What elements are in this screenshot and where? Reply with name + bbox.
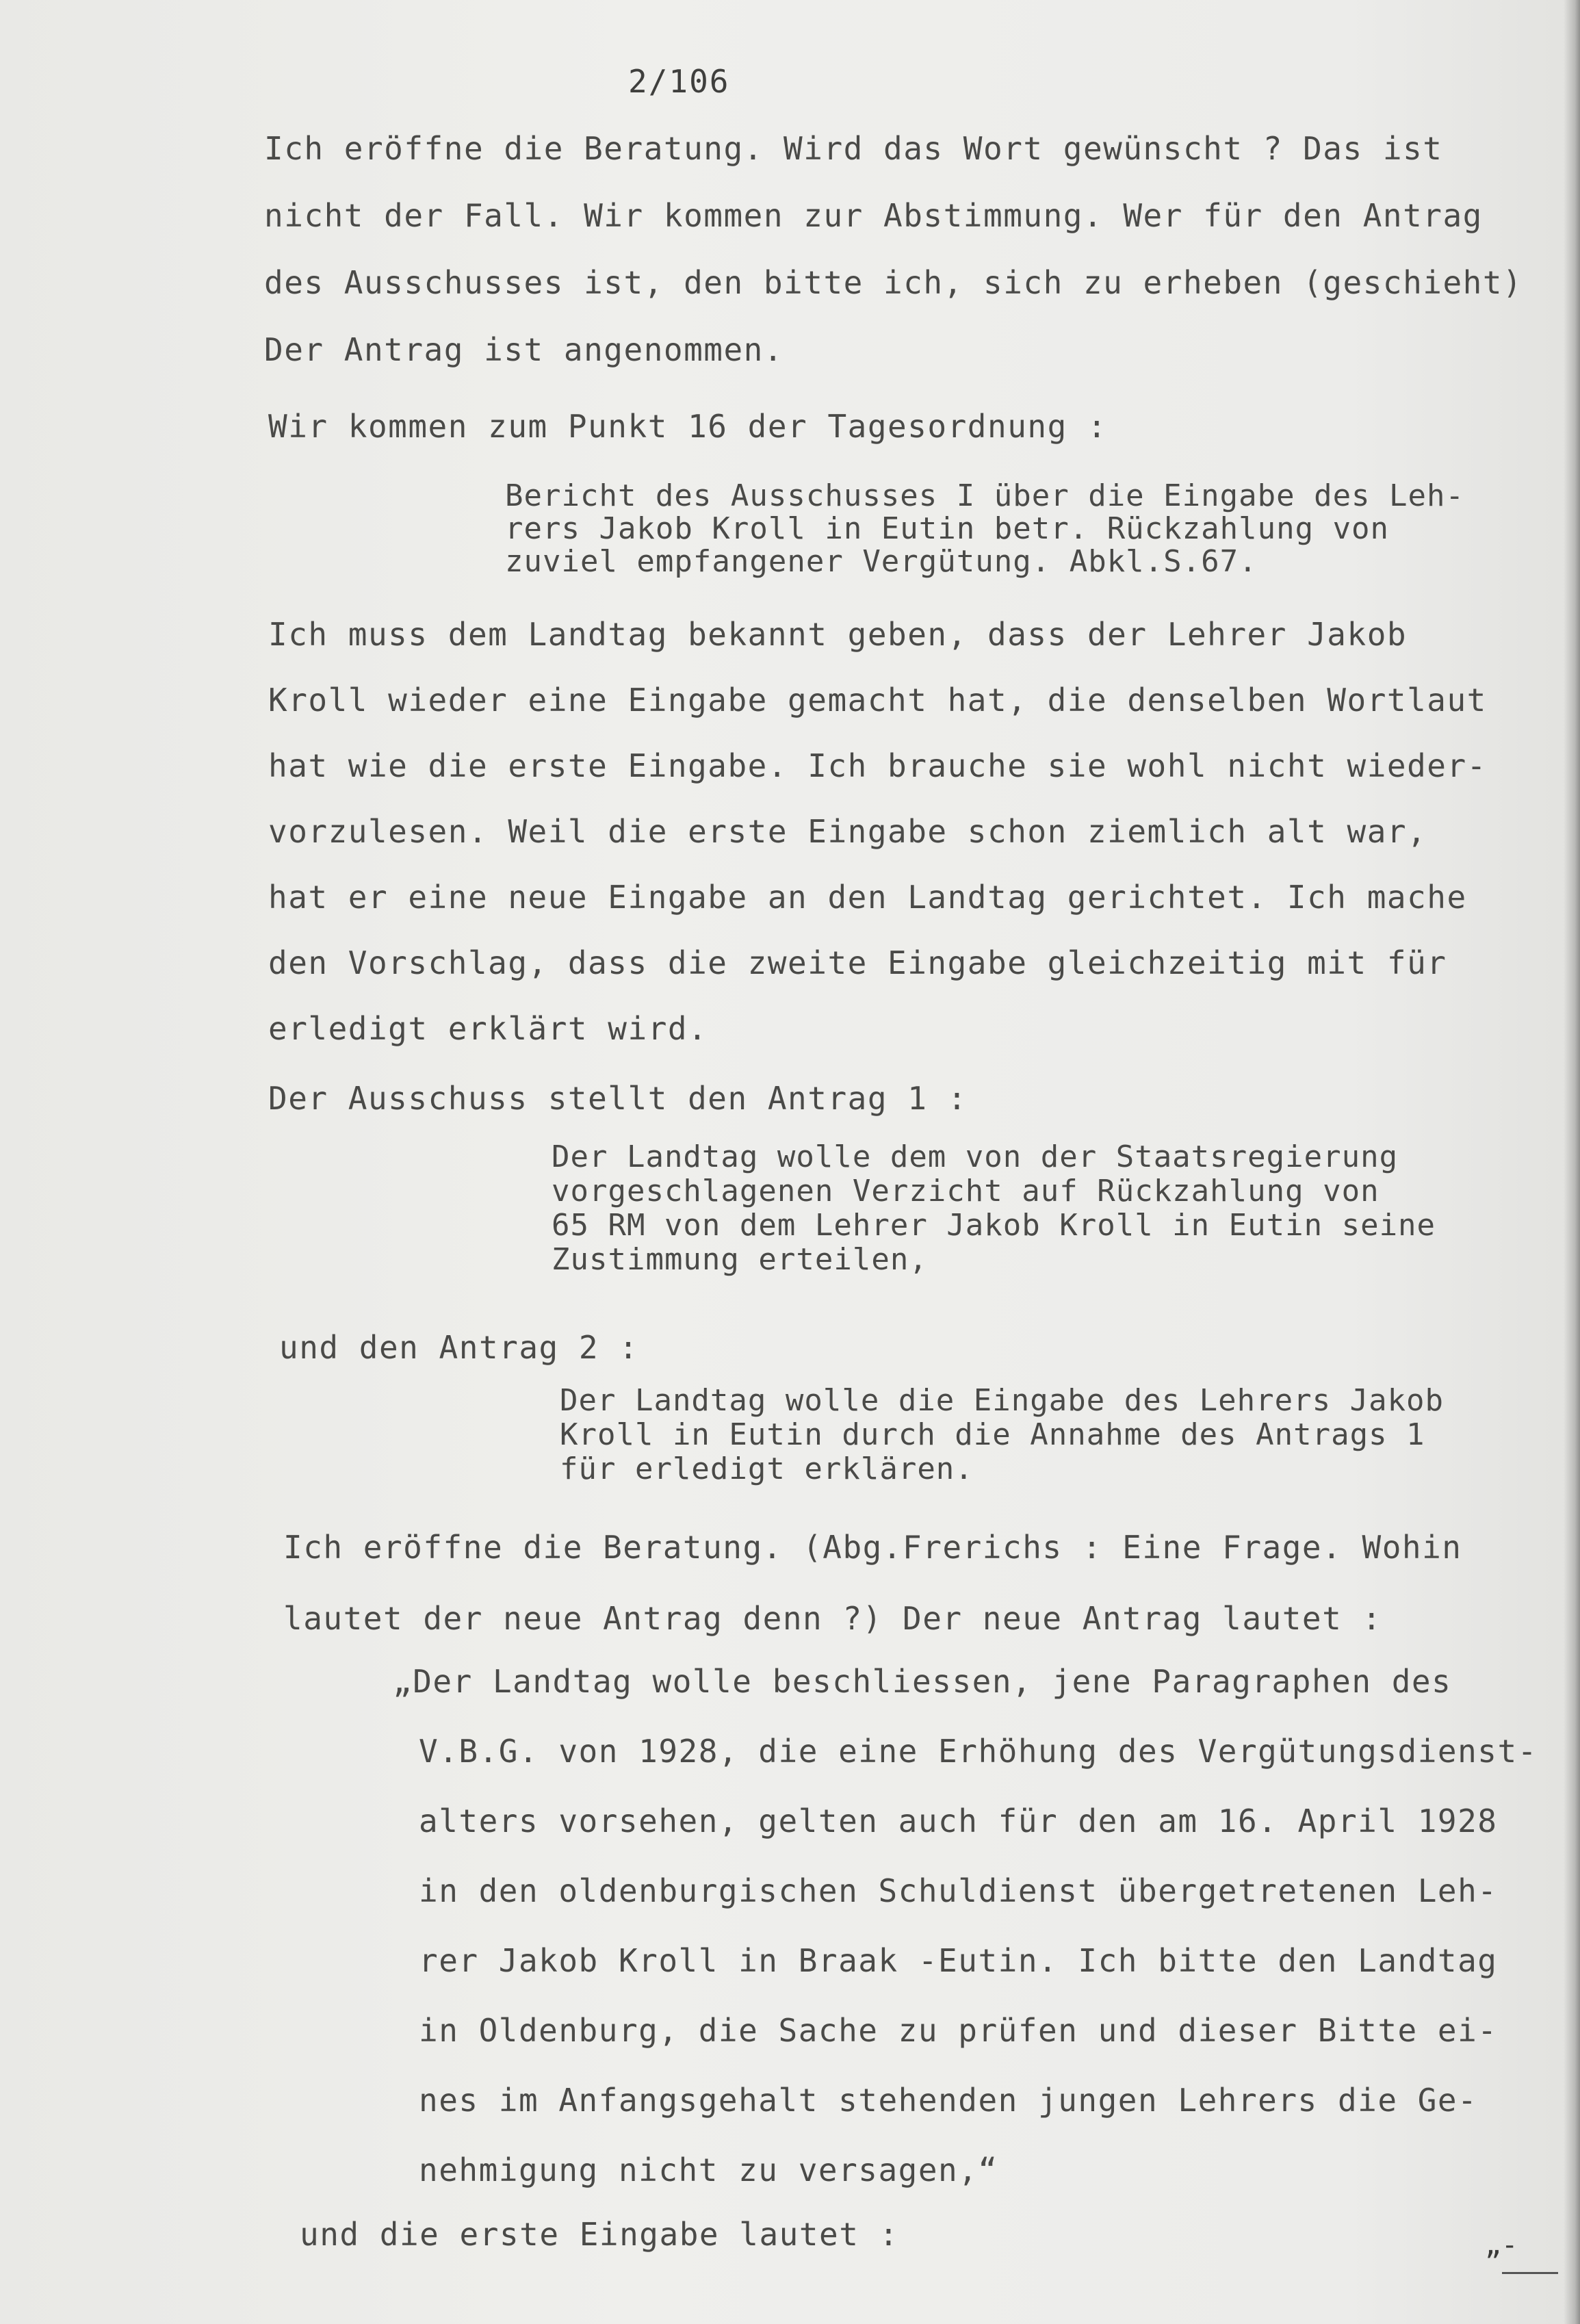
antrag1-intro: Der Ausschuss stellt den Antrag 1 : <box>268 1080 968 1117</box>
antrag2-quote-line: für erledigt erklären. <box>560 1451 974 1486</box>
antrag1-quote-line: 65 RM von dem Lehrer Jakob Kroll in Eutin seine <box>552 1208 1436 1243</box>
new-antrag-line: V.B.G. von 1928, die eine Erhöhung des Vergütungsdienst- <box>419 1733 1538 1770</box>
para2-line: vorzulesen. Weil die erste Eingabe schon ziemlich alt war, <box>268 813 1427 850</box>
para2-line: Ich muss dem Landtag bekannt geben, dass der Lehrer Jakob <box>268 616 1408 653</box>
antrag1-quote-line: Der Landtag wolle dem von der Staatsregierung <box>552 1139 1399 1174</box>
para2-line: Kroll wieder eine Eingabe gemacht hat, die denselben Wortlaut <box>268 682 1487 719</box>
para1-line: Ich eröffne die Beratung. Wird das Wort gewünscht ? Das ist <box>264 130 1443 167</box>
new-antrag-line: nehmigung nicht zu versagen,“ <box>419 2152 998 2189</box>
new-antrag-line: rer Jakob Kroll in Braak -Eutin. Ich bitte den Landtag <box>419 1942 1498 1979</box>
antrag1-quote-line: Zustimmung erteilen, <box>552 1242 928 1277</box>
para2-line: hat wie die erste Eingabe. Ich brauche sie wohl nicht wieder- <box>268 747 1487 784</box>
para1-line: nicht der Fall. Wir kommen zur Abstimmung. Wer für den Antrag <box>264 197 1483 234</box>
page-edge-shadow <box>1564 0 1580 2324</box>
antrag2-intro: und den Antrag 2 : <box>279 1329 639 1366</box>
new-antrag-line: alters vorsehen, gelten auch für den am 16. April 1928 <box>419 1803 1498 1839</box>
para2-line: den Vorschlag, dass die zweite Eingabe gleichzeitig mit für <box>268 944 1447 981</box>
antrag2-quote-line: Kroll in Eutin durch die Annahme des Antrags 1 <box>560 1417 1425 1452</box>
closing-line: und die erste Eingabe lautet : <box>300 2216 899 2253</box>
para1-line: Der Antrag ist angenommen. <box>264 331 784 368</box>
continuation-mark: „- <box>1485 2230 1518 2261</box>
antrag2-quote-line: Der Landtag wolle die Eingabe des Lehrers Jakob <box>560 1383 1445 1418</box>
agenda-quote-line: Bericht des Ausschusses I über die Eingabe des Leh- <box>505 478 1465 513</box>
para1-line: des Ausschusses ist, den bitte ich, sich zu erheben (geschieht) <box>264 264 1523 301</box>
agenda-quote-line: zuviel empfangener Vergütung. Abkl.S.67. <box>505 544 1258 579</box>
para3-line: Ich eröffne die Beratung. (Abg.Frerichs : Eine Frage. Wohin <box>283 1529 1462 1566</box>
agenda-quote-line: rers Jakob Kroll in Eutin betr. Rückzahlung von <box>505 511 1390 546</box>
new-antrag-line: „Der Landtag wolle beschliessen, jene Paragraphen des <box>393 1663 1452 1700</box>
new-antrag-line: in Oldenburg, die Sache zu prüfen und dieser Bitte ei- <box>419 2012 1498 2049</box>
continuation-rule <box>1502 2272 1558 2274</box>
para2-line: hat er eine neue Eingabe an den Landtag gerichtet. Ich mache <box>268 879 1467 916</box>
page-number: 2/106 <box>628 63 730 100</box>
para2-line: erledigt erklärt wird. <box>268 1010 708 1047</box>
new-antrag-line: in den oldenburgischen Schuldienst übergetretenen Leh- <box>419 1872 1498 1909</box>
new-antrag-line: nes im Anfangsgehalt stehenden jungen Lehrers die Ge- <box>419 2082 1478 2119</box>
agenda-intro: Wir kommen zum Punkt 16 der Tagesordnung : <box>268 408 1108 445</box>
para3-line: lautet der neue Antrag denn ?) Der neue Antrag lautet : <box>283 1600 1382 1637</box>
antrag1-quote-line: vorgeschlagenen Verzicht auf Rückzahlung von <box>552 1174 1380 1209</box>
